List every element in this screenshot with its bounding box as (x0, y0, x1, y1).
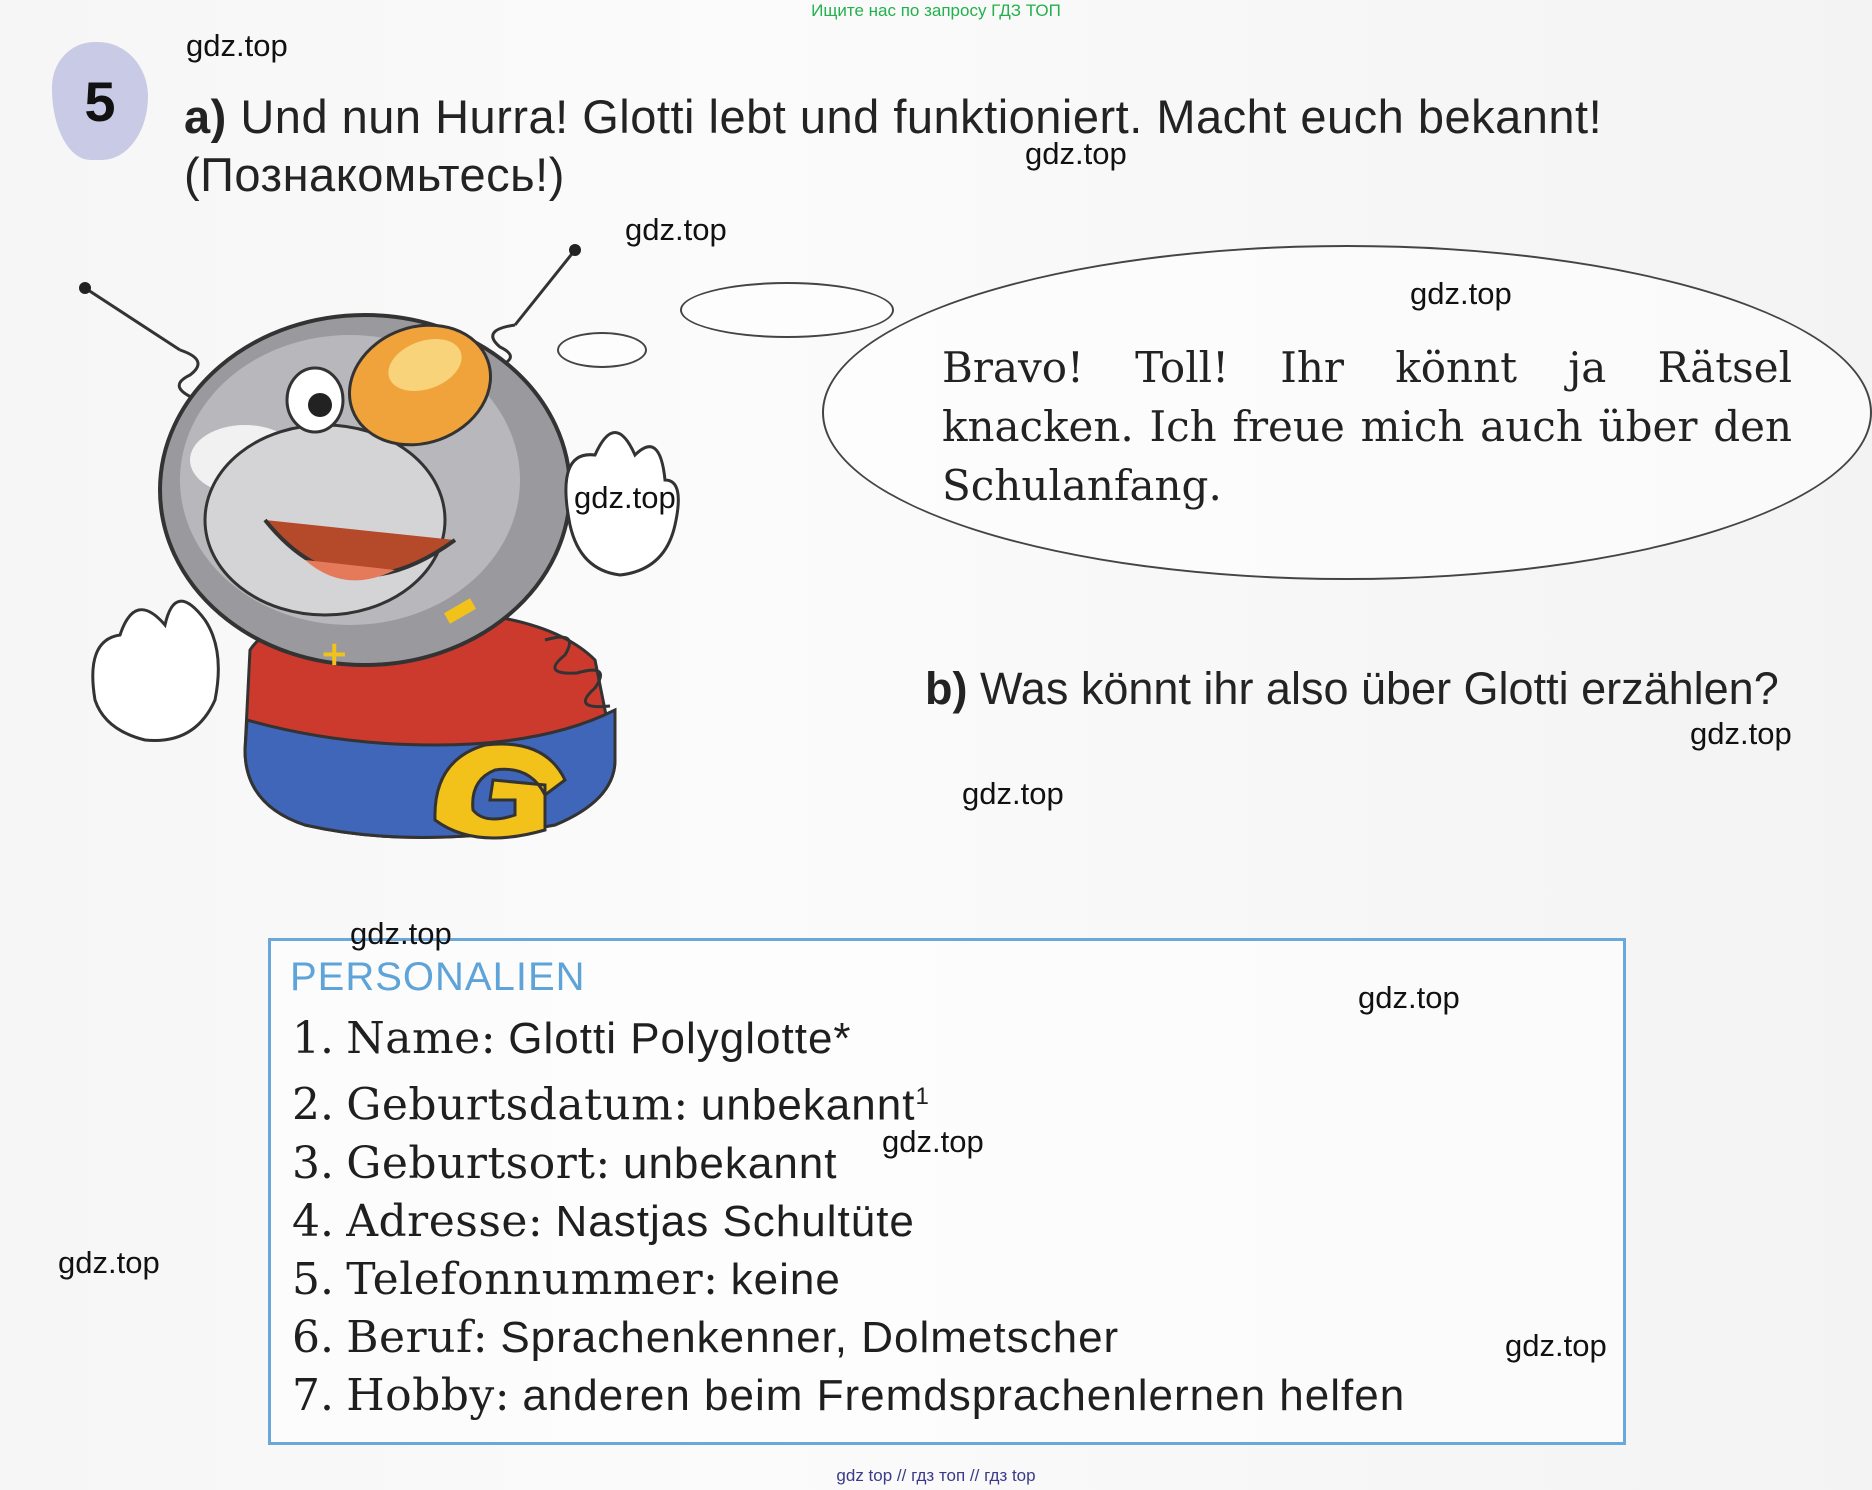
item-number: 6. (292, 1311, 334, 1363)
task-a (184, 88, 1784, 204)
footer-links[interactable]: gdz top // гдз топ // гдз top (836, 1466, 1036, 1485)
task-a-letter: a) (184, 90, 227, 143)
watermark: gdz.top (574, 480, 676, 515)
speech-bubble-text: Bravo! Toll! Ihr könnt ja Rätsel knacken. Ich freue mich auch über den Schulanfang. (942, 343, 1792, 510)
personalien-item-name (292, 1010, 1405, 1068)
watermark: gdz.top (882, 1124, 984, 1159)
item-key: Geburtsdatum: (346, 1079, 689, 1131)
personalien-item-hobby (292, 1367, 1405, 1425)
item-key: Name: (346, 1013, 497, 1064)
item-number: 3. (292, 1137, 334, 1189)
task-a-text: Und nun Hurra! Glotti lebt und funktioniert. Macht euch bekannt! (240, 90, 1603, 143)
exercise-number: 5 (84, 69, 116, 133)
item-value: unbekannt (622, 1138, 838, 1188)
personalien-item-address (292, 1193, 1405, 1251)
item-key: Adresse: (346, 1195, 544, 1247)
item-number: 4. (292, 1195, 334, 1247)
item-value: Sprachenkenner, Dolmetscher (500, 1312, 1120, 1362)
item-key: Geburtsort: (346, 1137, 611, 1189)
watermark: gdz.top (350, 916, 452, 951)
watermark: gdz.top (58, 1245, 160, 1280)
exercise-number-badge (52, 42, 148, 160)
item-key: Beruf: (346, 1311, 489, 1363)
item-value: Nastjas Schultüte (555, 1196, 915, 1246)
item-value: Glotti Polyglotte* (508, 1014, 852, 1063)
item-number: 7. (292, 1369, 334, 1421)
watermark: gdz.top (1025, 136, 1127, 171)
item-key: Telefonnummer: (346, 1253, 719, 1305)
personalien-list (292, 1010, 1405, 1425)
personalien-item-birthdate (292, 1068, 1405, 1135)
watermark: gdz.top (1410, 276, 1512, 311)
personalien-item-job (292, 1309, 1405, 1367)
task-a-translation: (Познакомьтесь!) (184, 148, 565, 201)
task-b-text: Was könnt ihr also über Glotti erzählen? (980, 663, 1779, 714)
item-value: unbekannt (700, 1080, 916, 1130)
item-number: 2. (292, 1079, 334, 1131)
item-number: 1. (292, 1013, 334, 1064)
watermark: gdz.top (962, 776, 1064, 811)
watermark: gdz.top (186, 28, 288, 63)
watermark: gdz.top (1358, 980, 1460, 1015)
item-key: Hobby: (346, 1369, 511, 1421)
personalien-item-birthplace (292, 1135, 1405, 1193)
svg-text:+: + (320, 634, 349, 674)
task-b (925, 660, 1780, 718)
glotti-robot-illustration (75, 240, 835, 940)
watermark: gdz.top (1690, 716, 1792, 751)
watermark: gdz.top (625, 212, 727, 247)
item-value: anderen beim Fremdsprachenlernen helfen (522, 1370, 1406, 1420)
item-value: keine (730, 1254, 841, 1304)
task-b-letter: b) (925, 663, 968, 714)
top-banner[interactable]: Ищите нас по запросу ГДЗ ТОП (811, 1, 1061, 20)
personalien-item-phone (292, 1251, 1405, 1309)
watermark: gdz.top (1505, 1328, 1607, 1363)
footnote-marker: 1 (915, 1083, 929, 1110)
item-number: 5. (292, 1253, 334, 1305)
personalien-title: PERSONALIEN (290, 955, 586, 999)
